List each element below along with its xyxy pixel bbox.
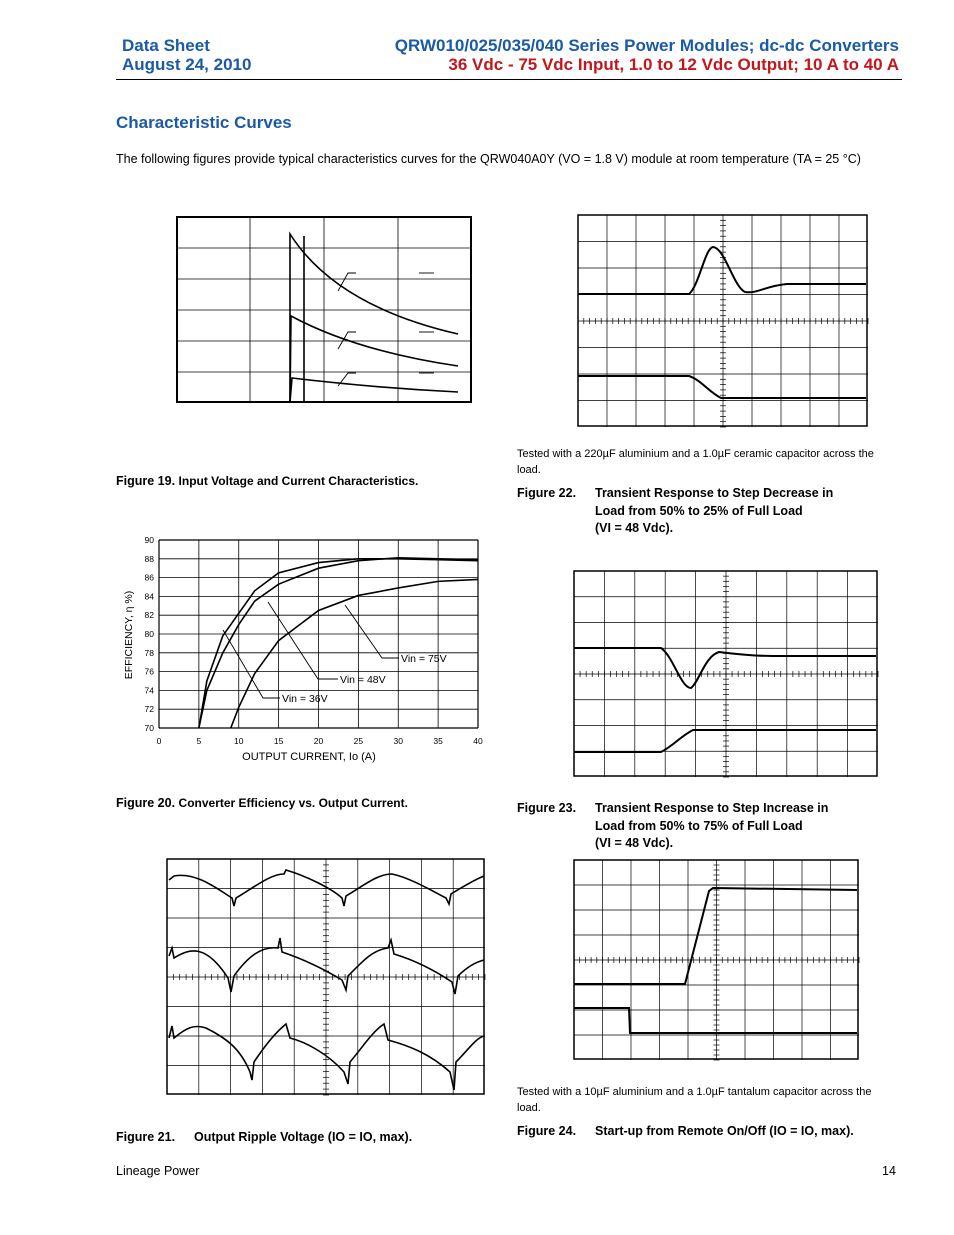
chart-y-tick-label: 72 (144, 704, 154, 715)
figure-24-scope (573, 859, 860, 1061)
figure-22-line2: Load from 50% to 25% of Full Load (595, 503, 803, 518)
figure-19-number: Figure 19. (116, 474, 176, 488)
chart-y-tick-label: 84 (144, 591, 154, 602)
header-divider (116, 79, 902, 80)
figure-22-note: Tested with a 220µF aluminium and a 1.0µF ceramic capacitor across the load. (517, 448, 874, 476)
figure-20-number: Figure 20. (116, 796, 176, 810)
header-doc-info (122, 36, 251, 74)
figure-24-caption (517, 1123, 854, 1141)
chart-series (199, 558, 478, 728)
figure-23-line3: (VI = 48 Vdc). (595, 836, 674, 850)
figure-22-scope (577, 214, 869, 428)
figure-22-line1: Transient Response to Step Decrease in (595, 486, 834, 500)
figure-23-caption (517, 800, 828, 853)
chart-x-tick-label: 5 (196, 736, 202, 746)
footer-company: Lineage Power (116, 1164, 200, 1178)
figure-22-number: Figure 22. (517, 486, 577, 500)
figure-19-text: Input Voltage and Current Characteristics. (178, 474, 419, 488)
intro-paragraph: The following figures provide typical characteristics curves for the QRW040A0Y (VO = 1.8 V) module at room temperature (TA = 25 °C) (116, 152, 861, 166)
annotation-vin-36: Vin = 36V (282, 693, 328, 705)
figure-19-caption (116, 473, 418, 491)
figure-23-number: Figure 23. (517, 801, 577, 815)
footer-page-number: 14 (882, 1164, 896, 1178)
chart-y-tick-label: 90 (144, 535, 154, 545)
figure-20-caption (116, 795, 408, 813)
annotation-vin-75: Vin = 75V (401, 653, 447, 665)
chart-y-tick-label: 74 (144, 685, 154, 696)
figure-21-caption (116, 1129, 412, 1147)
section-heading: Characteristic Curves (116, 113, 292, 132)
figure-24-text: Start-up from Remote On/Off (IO = IO, max). (595, 1124, 854, 1138)
chart-x-tick-label: 15 (273, 736, 284, 746)
chart-x-tick-label: 0 (156, 736, 162, 746)
chart-y-tick-label: 78 (144, 647, 154, 658)
figure-22-caption (517, 485, 833, 538)
figure-21-number: Figure 21. (116, 1130, 176, 1144)
annotation-vin-48: Vin = 48V (340, 674, 386, 686)
figure-24-note: Tested with a 10µF aluminium and a 1.0µF tantalum capacitor across the load. (517, 1086, 872, 1114)
chart-y-tick-label: 70 (144, 723, 154, 733)
chart-y-tick-label: 82 (144, 610, 154, 621)
chart-x-tick-label: 30 (393, 736, 403, 746)
doc-date: August 24, 2010 (122, 55, 252, 74)
figure-23-line1: Transient Response to Step Increase in (595, 801, 829, 815)
figure-21-scope (166, 858, 486, 1096)
chart-y-tick-label: 86 (144, 572, 154, 583)
chart-x-tick-label: 10 (234, 736, 244, 746)
chart-x-tick-labels (157, 736, 483, 746)
chart-y-axis-label: EFFICIENCY, η %) (123, 590, 135, 680)
chart-y-tick-label: 88 (144, 553, 154, 564)
figure-23-scope (573, 570, 879, 778)
figure-21-text: Output Ripple Voltage (IO = IO, max). (194, 1130, 413, 1144)
figure-20-text: Converter Efficiency vs. Output Current. (178, 796, 408, 810)
chart-y-tick-labels (145, 535, 155, 733)
doc-type: Data Sheet (122, 36, 210, 55)
figure-23-line2: Load from 50% to 75% of Full Load (595, 818, 803, 833)
chart-y-tick-label: 80 (144, 629, 154, 639)
figure-24-number: Figure 24. (517, 1124, 577, 1138)
chart-x-tick-label: 35 (433, 736, 443, 746)
figure-22-line3: (VI = 48 Vdc). (595, 521, 674, 535)
chart-y-tick-label: 76 (144, 666, 154, 677)
doc-title: QRW010/025/035/040 Series Power Modules; dc-dc Converters (394, 36, 899, 55)
doc-subtitle: 36 Vdc - 75 Vdc Input, 1.0 to 12 Vdc Output; 10 A to 40 A (448, 55, 899, 74)
chart-x-axis-label: OUTPUT CURRENT, Io (A) (242, 751, 376, 763)
figure-19-plot (176, 216, 473, 404)
chart-x-tick-label: 40 (473, 736, 483, 746)
chart-x-tick-label: 25 (353, 736, 364, 746)
chart-x-tick-label: 20 (313, 736, 324, 746)
figure-20-chart (120, 535, 490, 765)
